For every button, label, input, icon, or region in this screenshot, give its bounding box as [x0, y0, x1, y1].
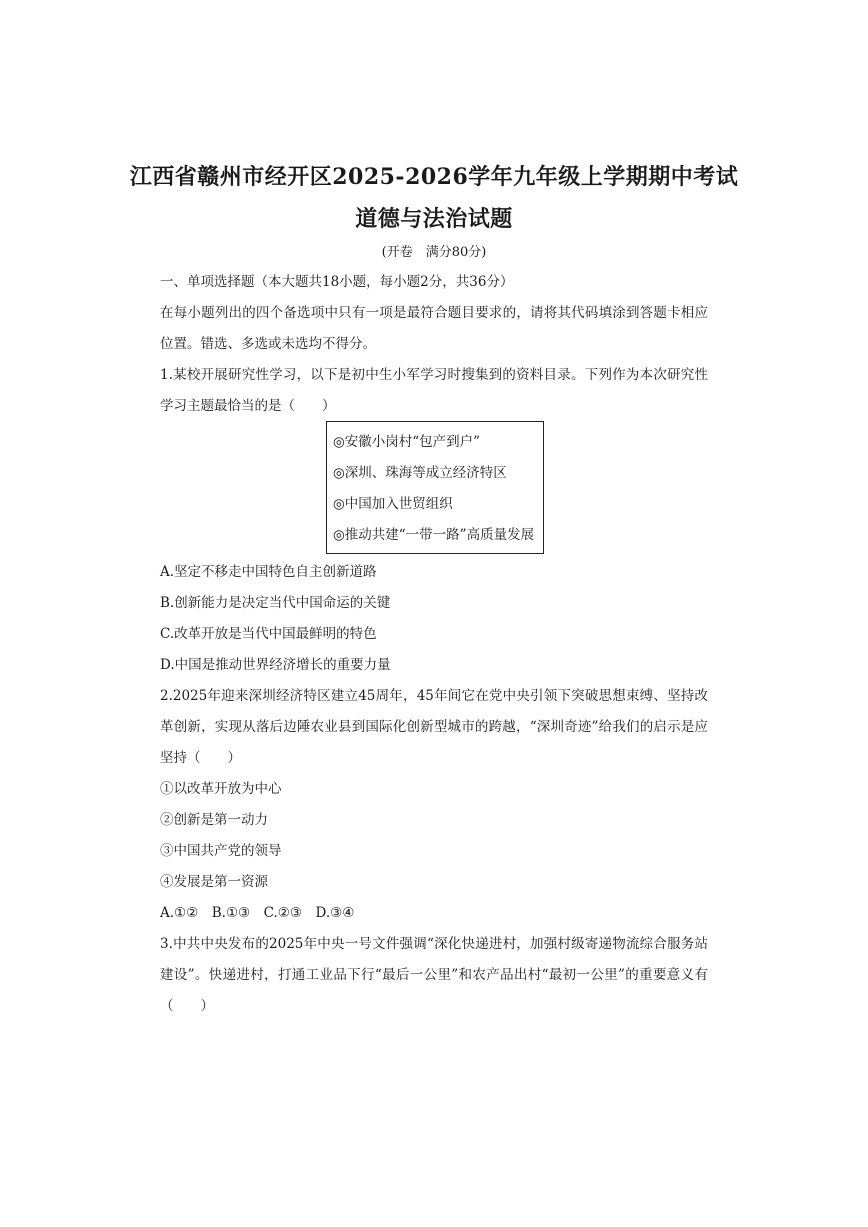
- question-1-option-c: C.改革开放是当代中国最鲜明的特色: [160, 626, 377, 642]
- material-item: ◎中国加入世贸组织: [333, 496, 453, 512]
- question-2-options: A.①② B.①③ C.②③ D.③④: [160, 905, 355, 921]
- question-2-item: ④发展是第一资源: [160, 874, 268, 890]
- question-3-stem: （ ）: [160, 998, 214, 1014]
- question-1-option-b: B.创新能力是决定当代中国命运的关键: [160, 595, 391, 611]
- material-item: ◎安徽小岗村“包产到户”: [333, 434, 481, 450]
- question-1-stem: 学习主题最恰当的是（ ）: [160, 398, 336, 414]
- question-2-item: ①以改革开放为中心: [160, 781, 282, 797]
- question-3-stem: 建设”。快递进村，打通工业品下行“最后一公里”和农产品出村“最初一公里”的重要意义有: [160, 967, 708, 983]
- question-2-item: ③中国共产党的领导: [160, 843, 282, 859]
- question-2-item: ②创新是第一动力: [160, 812, 268, 828]
- question-1-option-a: A.坚定不移走中国特色自主创新道路: [160, 564, 377, 580]
- question-1-stem: 1.某校开展研究性学习，以下是初中生小军学习时搜集到的资料目录。下列作为本次研究性: [160, 367, 708, 383]
- instruction-line: 位置。错选、多选或未选均不得分。: [160, 336, 376, 352]
- question-3-stem: 3.中共中央发布的2025年中央一号文件强调“深化快递进村，加强村级寄递物流综合服务站: [160, 936, 708, 952]
- exam-subtitle: (开卷 满分80分): [381, 245, 487, 260]
- material-item: ◎推动共建“一带一路”高质量发展: [333, 527, 535, 543]
- instruction-line: 在每小题列出的四个备选项中只有一项是最符合题目要求的，请将其代码填涂到答题卡相应: [160, 305, 708, 321]
- question-1-option-d: D.中国是推动世界经济增长的重要力量: [160, 657, 391, 673]
- question-2-stem: 坚持（ ）: [160, 750, 241, 766]
- exam-title: 江西省赣州市经开区2025-2026学年九年级上学期期中考试: [129, 164, 739, 190]
- question-2-stem: 革创新，实现从落后边陲农业县到国际化创新型城市的跨越，“深圳奇迹”给我们的启示是应: [160, 719, 708, 735]
- question-2-stem: 2.2025年迎来深圳经济特区建立45周年，45年间它在党中央引领下突破思想束缚、坚持改: [160, 688, 708, 704]
- material-item: ◎深圳、珠海等成立经济特区: [333, 465, 507, 481]
- exam-subject-title: 道德与法治试题: [355, 206, 513, 232]
- section-heading: 一、单项选择题（本大题共18小题，每小题2分，共36分）: [160, 274, 514, 290]
- question-1-material-box: [326, 421, 544, 554]
